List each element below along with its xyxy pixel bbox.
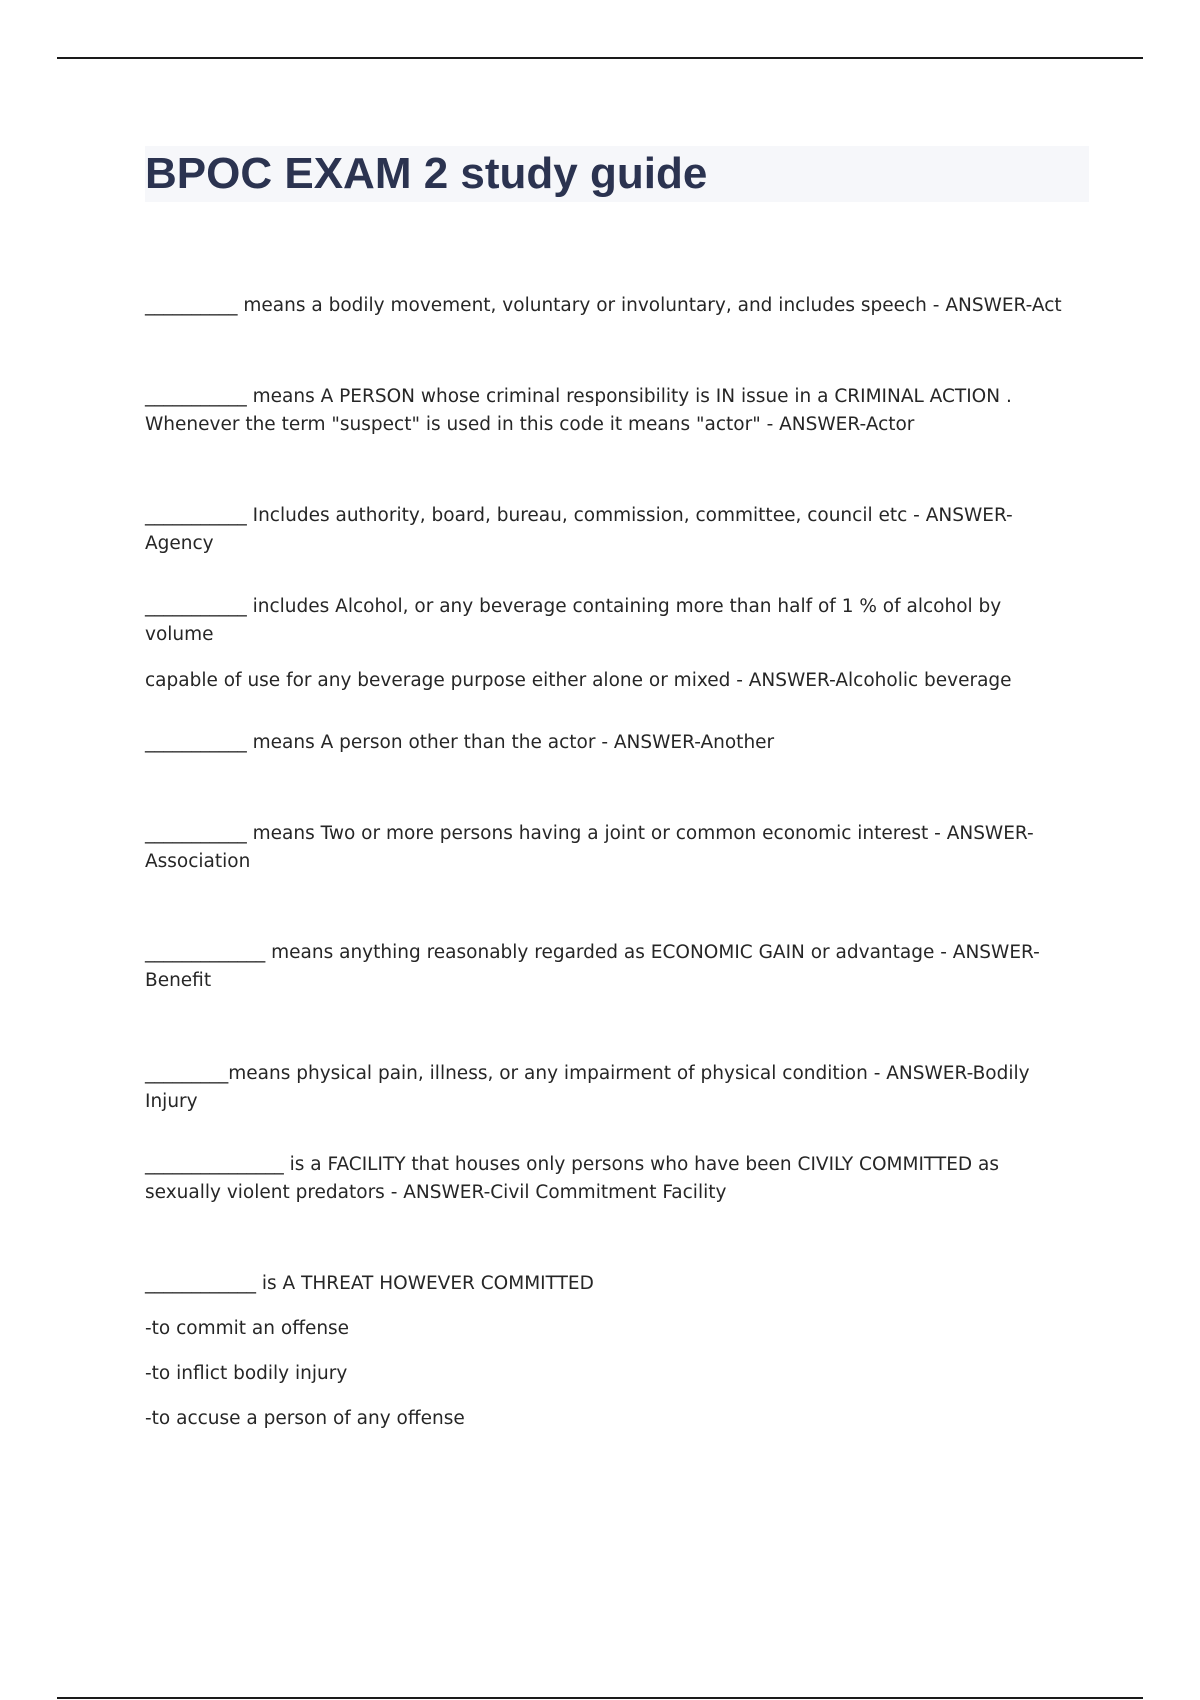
entry-text-line-1: ___________ includes Alcohol, or any beverage containing more than half of 1 % of alcohol by volume [145,596,1002,645]
entry-text: _____________ means anything reasonably regarded as ECONOMIC GAIN or advantage - ANSWER-Benefit [145,942,1040,991]
entry-another [145,729,1075,757]
entry-text: ___________ means A person other than the actor - ANSWER-Another [145,732,775,753]
header-rule [57,57,1143,59]
entry-benefit [145,939,1075,995]
entry-civil-commitment-facility [145,1151,1075,1207]
entry-association [145,820,1075,876]
entry-act [145,292,1075,320]
list-item: -to commit an offense [145,1318,350,1339]
entry-text: _________means physical pain, illness, or any impairment of physical condition - ANSWER-Bodily Injury [145,1063,1030,1112]
list-item: -to inflict bodily injury [145,1363,348,1384]
entry-text: ___________ means Two or more persons having a joint or common economic interest - ANSWER-Association [145,823,1034,872]
entry-text: ___________ means A PERSON whose criminal responsibility is IN issue in a CRIMINAL ACTION . Whenever the term "suspect" is used in this code it means "actor" - ANSWER-Actor [145,386,1012,435]
entry-alcoholic-beverage [145,593,1075,695]
document-title: BPOC EXAM 2 study guide [145,149,708,198]
entry-bodily-injury [145,1060,1075,1116]
entry-text: _______________ is a FACILITY that houses only persons who have been CIVILY COMMITTED as sexually violent predators - ANSWER-Civil Commitment Facility [145,1154,999,1203]
entry-agency [145,502,1075,558]
entry-text: __________ means a bodily movement, voluntary or involuntary, and includes speech - ANSWER-Act [145,295,1062,316]
entry-text: ___________ Includes authority, board, bureau, commission, committee, council etc - ANSWER-Agency [145,505,1013,554]
entry-threat [145,1270,1075,1433]
entry-heading: ____________ is A THREAT HOWEVER COMMITTED [145,1273,594,1294]
entry-text-line-2: capable of use for any beverage purpose either alone or mixed - ANSWER-Alcoholic beverage [145,670,1012,691]
entry-actor [145,383,1075,439]
list-item: -to accuse a person of any offense [145,1408,465,1429]
footer-rule [57,1697,1143,1699]
